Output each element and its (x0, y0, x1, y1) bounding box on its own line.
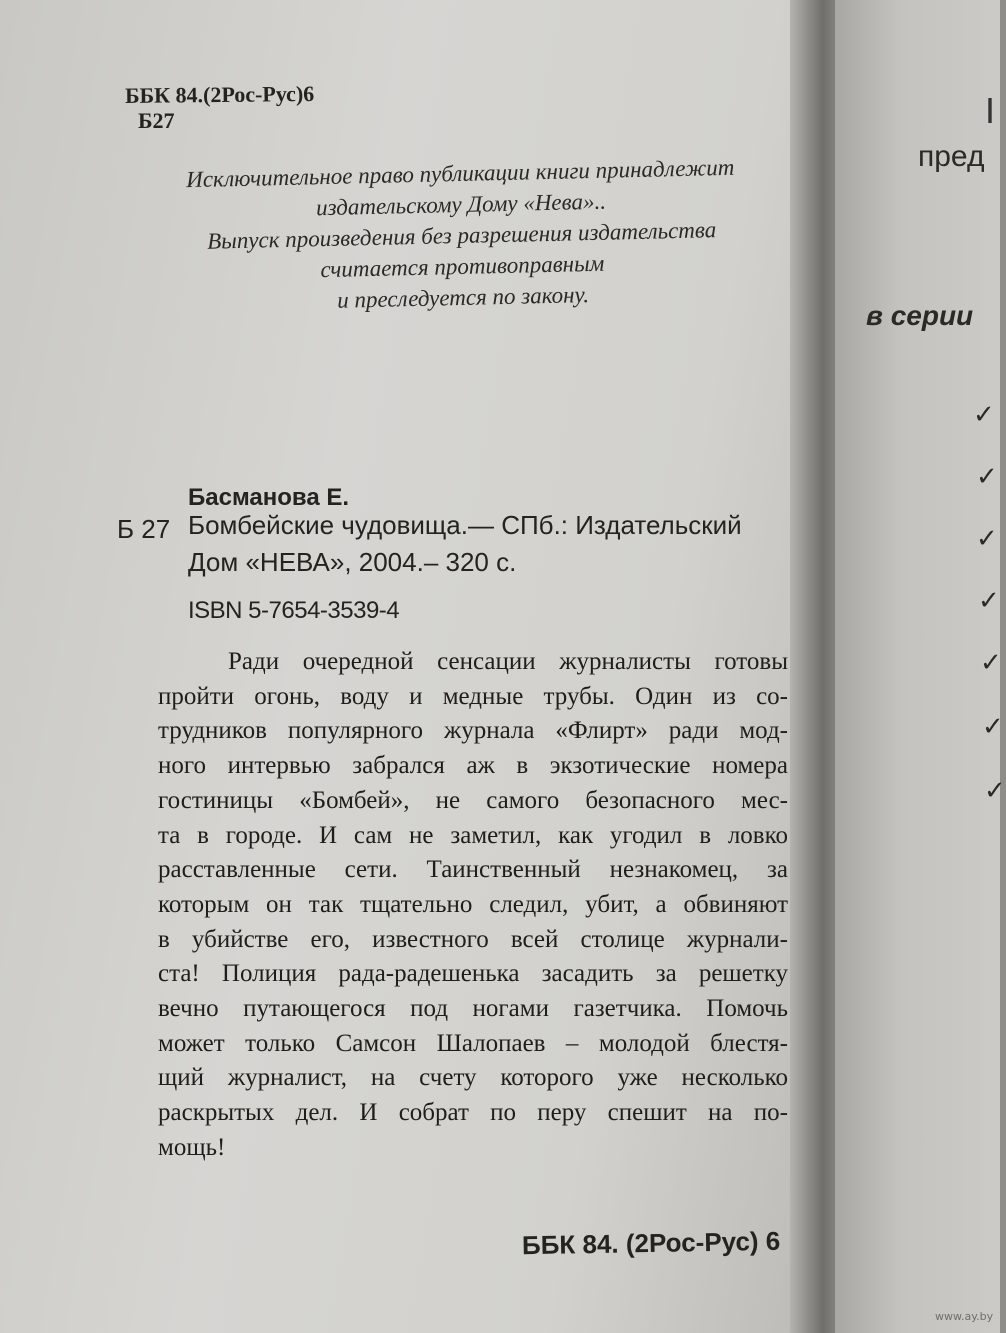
bbk-classification-bottom: ББК 84. (2Рос-Рус) 6 (521, 1225, 781, 1261)
annotation-line: та в городе. И сам не заметил, как угодил в ловко (158, 821, 788, 849)
checkmark-icon: ✓ (976, 524, 998, 554)
rights-notice-line: издательскому Дому «Нева».. (315, 188, 607, 221)
annotation-line: может только Самсон Шалопаев – молодой блестя- (158, 1029, 788, 1057)
annotation-paragraph (158, 645, 788, 1166)
annotation-line: пройти огонь, воду и медные трубы. Один из со- (158, 682, 788, 710)
checkmark-icon: ✓ (976, 462, 998, 492)
right-page-partial-text: I (985, 90, 996, 131)
annotation-line: раскрытых дел. И собрат по перу спешит на по- (158, 1099, 788, 1127)
annotation-line: гостиницы «Бомбей», не самого безопасного мес- (158, 786, 788, 814)
annotation-line: ного интервью забрался аж в экзотические номера (158, 752, 788, 780)
rights-notice-line: Выпуск произведения без разрешения издательства (206, 217, 717, 254)
checkmark-icon: ✓ (980, 648, 1002, 678)
checkmark-icon: ✓ (978, 586, 1000, 616)
author-mark-top: Б27 (138, 108, 175, 133)
watermark: www.ay.by (935, 1310, 994, 1323)
right-page-series-label: в серии (866, 300, 974, 331)
annotation-line: щий журналист, на счету которого уже несколько (158, 1064, 788, 1092)
right-book-page (835, 0, 1000, 1333)
checkmark-icon: ✓ (973, 400, 995, 430)
annotation-line: мощь! (158, 1133, 226, 1161)
annotation-line: вечно путающегося под ногами газетчика. Помочь (158, 995, 788, 1023)
rights-notice (150, 151, 773, 320)
author-name: Басманова Е. (188, 484, 350, 511)
annotation-line: в убийстве его, известного всей столице журнали- (158, 925, 788, 953)
rights-notice-line: Исключительное право публикации книги принадлежит (185, 154, 735, 193)
isbn: ISBN 5-7654-3539-4 (188, 597, 400, 624)
bibliographic-line: Бомбейские чудовища.— СПб.: Издательский (188, 510, 742, 540)
annotation-line: ста! Полиция рада-радешенька засадить за решетку (158, 960, 788, 988)
right-page-partial-heading: пред (918, 140, 985, 173)
rights-notice-line: и преследуется по закону. (336, 282, 590, 313)
bibliographic-line: Дом «НЕВА», 2004.– 320 с. (188, 547, 517, 577)
catalog-code: Б 27 (117, 514, 171, 544)
checkmark-icon: ✓ (982, 712, 1004, 742)
checkmark-icon: ✓ (984, 776, 1006, 806)
annotation-line: Ради очередной сенсации журналисты готовы (228, 648, 788, 675)
annotation-line: трудников популярного журнала «Флирт» ради мод- (158, 717, 788, 745)
bbk-classification-top: ББК 84.(2Рос-Рус)6 (124, 81, 315, 108)
annotation-line: расставленные сети. Таинственный незнакомец, за (158, 856, 788, 884)
rights-notice-line: считается противоправным (320, 250, 605, 283)
annotation-line: которым он так тщательно следил, убит, а обвиняют (158, 890, 788, 918)
